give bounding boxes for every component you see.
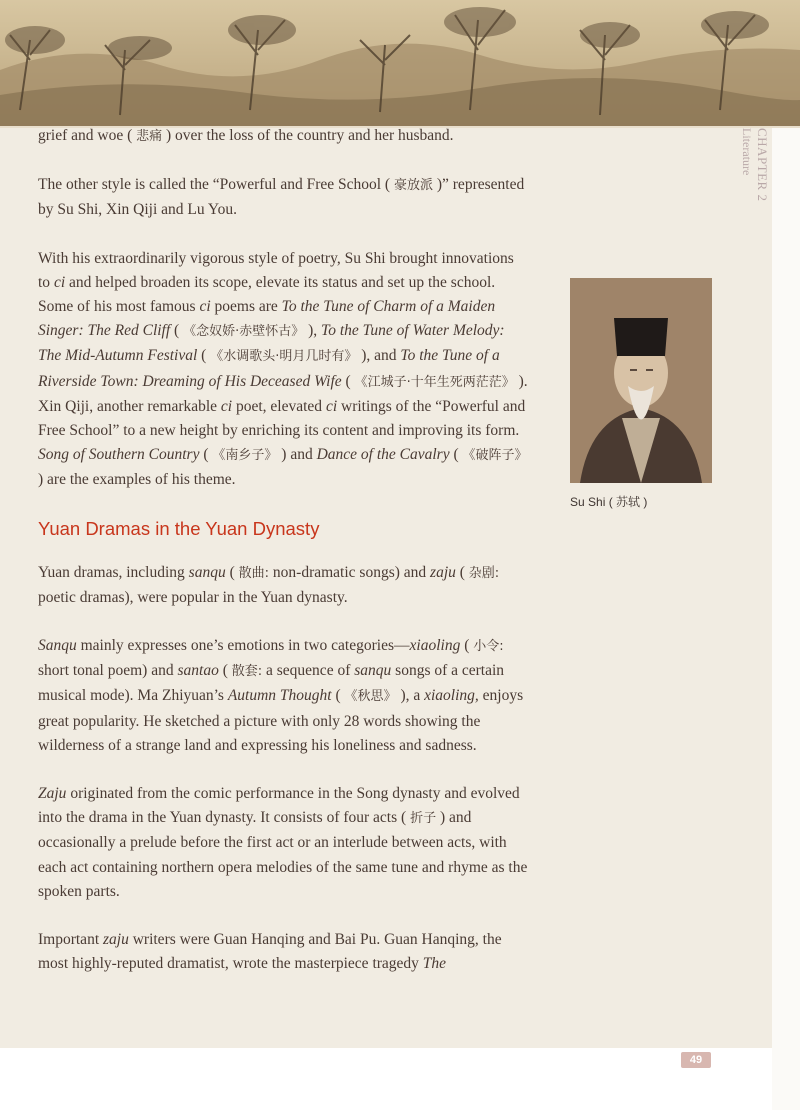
- chinese-text: 《破阵子》: [462, 448, 528, 464]
- italic-text: santao: [177, 662, 219, 680]
- italic-text: sanqu: [354, 662, 392, 680]
- text-run: ). Xin Qiji, another remarkable: [38, 372, 528, 415]
- italic-text: zaju: [103, 931, 129, 949]
- italic-text: Song of Southern Country: [38, 446, 200, 464]
- page-number: 49: [681, 1052, 711, 1068]
- text-run: Important: [38, 931, 103, 949]
- text-run: writings of the “Powerful and Free School” to a new height by enriching its content and improving its form.: [38, 397, 526, 440]
- text-run: grief and woe (: [38, 127, 137, 144]
- chinese-text: 悲痛: [136, 129, 163, 144]
- italic-text: Autumn Thought: [227, 687, 332, 705]
- text-run: (: [199, 446, 213, 464]
- italic-text: Dance of the Cavalry: [316, 446, 450, 464]
- text-run: ),: [304, 322, 322, 340]
- italic-text: ci: [199, 298, 211, 316]
- text-run: short tonal poem) and: [38, 662, 178, 680]
- italic-text: zaju: [430, 563, 456, 581]
- text-run: non-dramatic songs) and: [269, 563, 431, 581]
- page-margin-strip: [772, 0, 800, 1110]
- text-run: ), and: [357, 347, 401, 365]
- text-run: poems are: [210, 298, 282, 316]
- text-run: (: [460, 637, 474, 655]
- text-run: a sequence of: [262, 662, 355, 680]
- text-run: (: [455, 563, 469, 581]
- text-run: poet, elevated: [232, 397, 326, 415]
- paragraph: [38, 124, 528, 149]
- chinese-text: 折子: [410, 811, 437, 827]
- chinese-text: 《水调歌头·明月几时有》: [210, 349, 358, 365]
- chinese-text: 杂剧:: [468, 565, 500, 581]
- paragraph: [38, 247, 528, 493]
- italic-text: ci: [220, 397, 233, 415]
- text-run: and helped broaden its scope, elevate its status and set up the school. Some of his most famous: [38, 273, 496, 316]
- text-run: (: [449, 446, 463, 464]
- chinese-text: 《江城子·十年生死两茫茫》: [354, 374, 515, 390]
- italic-text: To the Tune of Water Melody: The Mid-Autumn Festival: [38, 322, 505, 365]
- text-run: ), a: [396, 687, 425, 705]
- chapter-label: CHAPTER 2: [755, 128, 770, 202]
- italic-text: To the Tune of Charm of a Maiden Singer: The Red Cliff: [38, 298, 496, 340]
- text-run: (: [225, 563, 239, 581]
- chinese-text: 《念奴娇·赤壁怀古》: [183, 324, 305, 340]
- italic-text: ci: [325, 397, 338, 415]
- text-run: ) and: [277, 446, 317, 464]
- text-run: (: [341, 372, 355, 390]
- chinese-text: 散曲:: [238, 565, 270, 581]
- paragraph: [38, 634, 528, 758]
- paragraph: [38, 173, 528, 222]
- chinese-text: 《秋思》: [344, 689, 397, 705]
- text-run: The other style is called the “Powerful and Free School (: [38, 176, 394, 194]
- italic-text: To the Tune of a Riverside Town: Dreaming of His Deceased Wife: [38, 347, 500, 390]
- text-run: With his extraordinarily vigorous style of poetry, Su Shi brought innovations to: [38, 249, 514, 291]
- portrait-caption: Su Shi ( 苏轼 ): [570, 495, 648, 509]
- italic-text: xiaoling: [409, 637, 461, 655]
- text-run: ) and occasionally a prelude before the first act or an interlude between acts, with each act containing northern opera melodies of the same tune and rhyme as the spoken parts.: [38, 809, 528, 900]
- text-run: Yuan dramas, including: [38, 563, 189, 581]
- text-run: ) are the examples of his theme.: [38, 471, 236, 489]
- italic-text: sanqu: [188, 563, 226, 581]
- text-run: enjoys great popularity. He sketched a picture with only 28 words showing the wilderness of a strange land and expressing his loneliness and sadness.: [38, 687, 524, 754]
- chapter-subject: Literature: [740, 128, 754, 176]
- text-run: (: [331, 687, 345, 705]
- chinese-text: 《南乡子》: [212, 448, 278, 464]
- chinese-text: 散套:: [231, 664, 263, 680]
- chapter-tab: [728, 128, 772, 248]
- italic-text: Sanqu: [38, 637, 77, 655]
- main-text: [38, 124, 528, 1000]
- section-heading: Yuan Dramas in the Yuan Dynasty: [38, 517, 320, 539]
- text-run: )” represented by Su Shi, Xin Qiji and Lu You.: [38, 176, 525, 219]
- italic-text: The: [422, 955, 447, 973]
- text-run: (: [197, 347, 211, 365]
- text-run: ) over the loss of the country and her husband.: [162, 127, 454, 144]
- text-run: writers were Guan Hanqing and Bai Pu. Guan Hanqing, the most highly-reputed dramatist, wrote the masterpiece tragedy: [38, 931, 502, 973]
- text-run: poetic dramas), were popular in the Yuan dynasty.: [38, 588, 348, 606]
- text-run: (: [218, 662, 232, 680]
- italic-text: xiaoling,: [424, 687, 479, 705]
- paragraph: [38, 561, 528, 610]
- chinese-text: 小令:: [473, 639, 504, 655]
- italic-text: Zaju: [38, 785, 67, 803]
- text-run: songs of a certain musical mode). Ma Zhiyuan’s: [38, 662, 505, 705]
- text-run: mainly expresses one’s emotions in two categories—: [76, 637, 410, 655]
- paragraph: [38, 782, 528, 904]
- chinese-text: 豪放派: [393, 178, 433, 194]
- su-shi-portrait: [570, 278, 712, 483]
- italic-text: ci: [53, 273, 66, 291]
- paragraph: [38, 928, 528, 976]
- text-run: originated from the comic performance in the Song dynasty and evolved into the drama in the Yuan dynasty. It consists of four acts (: [38, 785, 520, 827]
- landscape-painting-banner: [0, 0, 800, 128]
- text-run: (: [170, 322, 184, 340]
